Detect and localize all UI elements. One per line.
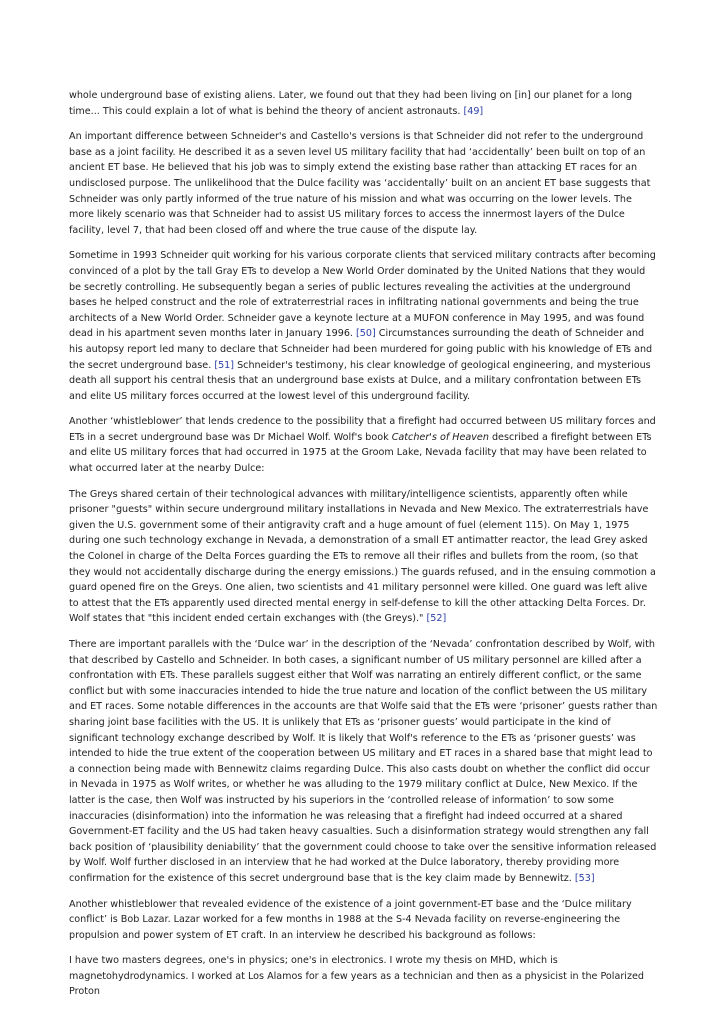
paragraph-text: Circumstances surrounding the death of Schneider and his autopsy report led many to declare that Schneider had been murdered for going public with his knowledge of ETs and the secret underground base. xyxy=(69,328,653,371)
paragraph-6 xyxy=(69,637,659,887)
paragraph-text: Another whistleblower that revealed evidence of the existence of a joint government-ET base and the ‘Dulce military conflict’ is Bob Lazar. Lazar worked for a few months in 1988 at the S-4 Nevada facility on reverse-engineering the propulsion and power system of ET craft. In an interview he described his background as follows: xyxy=(69,898,632,941)
document-page xyxy=(69,88,659,1000)
quote-paragraph xyxy=(69,487,659,627)
paragraph-text: described a firefight between ETs and elite US military forces that had occurred in 1975 at the Groom Lake, Nevada facility that may have been related to what occurred later at the nearby Dulce: xyxy=(69,431,652,475)
paragraph-7 xyxy=(69,897,659,944)
footnote-link-50[interactable]: [50] xyxy=(356,328,376,340)
footnote-link-49[interactable]: [49] xyxy=(463,105,484,117)
paragraph-text: Another ‘whistleblower’ that lends credence to the possibility that a firefight had occurred between US military forces and ETs in a secret underground base was Dr Michael Wolf. Wolf's book xyxy=(69,416,656,443)
book-title: Catcher's of Heaven xyxy=(391,431,489,443)
paragraph-4 xyxy=(69,414,659,476)
paragraph-text: Schneider's testimony, his clear knowledge of geological engineering, and mysterious death all support his central thesis that an underground base exists at Dulce, and a military confrontation between ETs and elite US military forces occurred at the lowest level of this underground facility. xyxy=(69,359,651,402)
paragraph-3 xyxy=(69,248,659,404)
paragraph-text: Sometime in 1993 Schneider quit working for his various corporate clients that serviced military contracts after becoming convinced of a plot by the tall Gray ETs to develop a New World Order dominated by the United Nations that they would be secretly controlling. He subsequently began a series of public lectures revealing the activities at the underground bases he helped construct and the role of extraterrestrial races in infiltrating national governments and being the true architects of a New World Order. Schneider gave a keynote lecture at a MUFON conference in May 1995, and was found dead in his apartment seven months later in January 1996. xyxy=(69,250,656,340)
paragraph-2 xyxy=(69,129,659,238)
paragraph-1 xyxy=(69,88,659,119)
paragraph-text: I have two masters degrees, one's in physics; one's in electronics. I wrote my thesis on MHD, which is magnetohydrodynamics. I worked at Los Alamos for a few years as a technician and then as a physicist in the Polarized Proton xyxy=(69,955,644,998)
paragraph-text: whole underground base of existing aliens. Later, we found out that they had been living on [in] our planet for a long time... This could explain a lot of what is behind the theory of ancient astronauts. xyxy=(69,90,633,117)
paragraph-text: The Greys shared certain of their technological advances with military/intelligence scientists, apparently often while prisoner "guests" within secure underground military installations in Nevada and New Mexico. The extraterrestrials have given the U.S. government some of their antigravity craft and a huge amount of fuel (element 115). On May 1, 1975 during one such technology exchange in Nevada, a demonstration of a small ET antimatter reactor, the lead Grey asked the Colonel in charge of the Delta Forces guarding the ETs to remove all their rifles and bullets from the room, (so that they would not accidentally discharge during the energy emissions.) The guards refused, and in the ensuing commotion a guard opened fire on the Greys. One alien, two scientists and 41 military personnel were killed. One guard was left alive to attest that the ETs apparently used directed mental energy in self-defense to kill the other attacking Delta Forces. Dr. Wolf states that "this incident ended certain exchanges with (the Greys)." xyxy=(69,488,656,625)
paragraph-text: There are important parallels with the ‘Dulce war’ in the description of the ‘Nevada’ confrontation described by Wolf, with that described by Castello and Schneider. In both cases, a significant number of US military personnel are killed after a confrontation with ETs. These parallels suggest either that Wolf was narrating an entirely different conflict, or the same conflict but with some inaccuracies intended to hide the true nature and location of the conflict between the US military and ET races. Some notable differences in the accounts are that Wolfe said that the ETs were ‘prisoner’ guests rather than sharing joint base facilities with the US. It is unlikely that ETs as ‘prisoner guests’ would participate in the kind of significant technology exchange described by Wolf. It is likely that Wolf's reference to the ETs as ‘prisoner guests’ was intended to hide the true extent of the cooperation between US military and ET races in a shared base that might lead to a connection being made with Bennewitz claims regarding Dulce. This also casts doubt on whether the conflict did occur in Nevada in 1975 as Wolf writes, or whether he was alluding to the 1979 military conflict at Dulce, New Mexico. If the latter is the case, then Wolf was instructed by his superiors in the ‘controlled release of information’ to sow some inaccuracies (disinformation) into the information he was releasing that a firefight had indeed occurred at a shared Government-ET facility and the US had taken heavy casualties. Such a disinformation strategy would strengthen any fall back position of ‘plausibility deniability’ that the government could choose to take over the sensitive information released by Wolf. Wolf further disclosed in an interview that he had worked at the Dulce laboratory, thereby providing more confirmation for the existence of this secret underground base that is the key claim made by Bennewitz. xyxy=(69,639,658,884)
footnote-link-53[interactable]: [53] xyxy=(574,872,595,884)
footnote-link-52[interactable]: [52] xyxy=(426,613,447,625)
footnote-link-51[interactable]: [51] xyxy=(214,359,235,371)
quote-paragraph-lazar xyxy=(69,953,659,1000)
paragraph-text: An important difference between Schneider's and Castello's versions is that Schneider did not refer to the underground base as a joint facility. He described it as a seven level US military facility that had ‘accidentally’ been built on top of an ancient ET base. He believed that his job was to simply extend the existing base rather than attacking ET races for an undisclosed purpose. The unlikelihood that the Dulce facility was ‘accidentally’ built on an ancient ET base suggests that Schneider was only partly informed of the true nature of his mission and what was occurring on the lower levels. The more likely scenario was that Schneider had to assist US military forces to access the innermost layers of the Dulce facility, level 7, that had been closed off and where the true cause of the dispute lay. xyxy=(69,131,651,236)
